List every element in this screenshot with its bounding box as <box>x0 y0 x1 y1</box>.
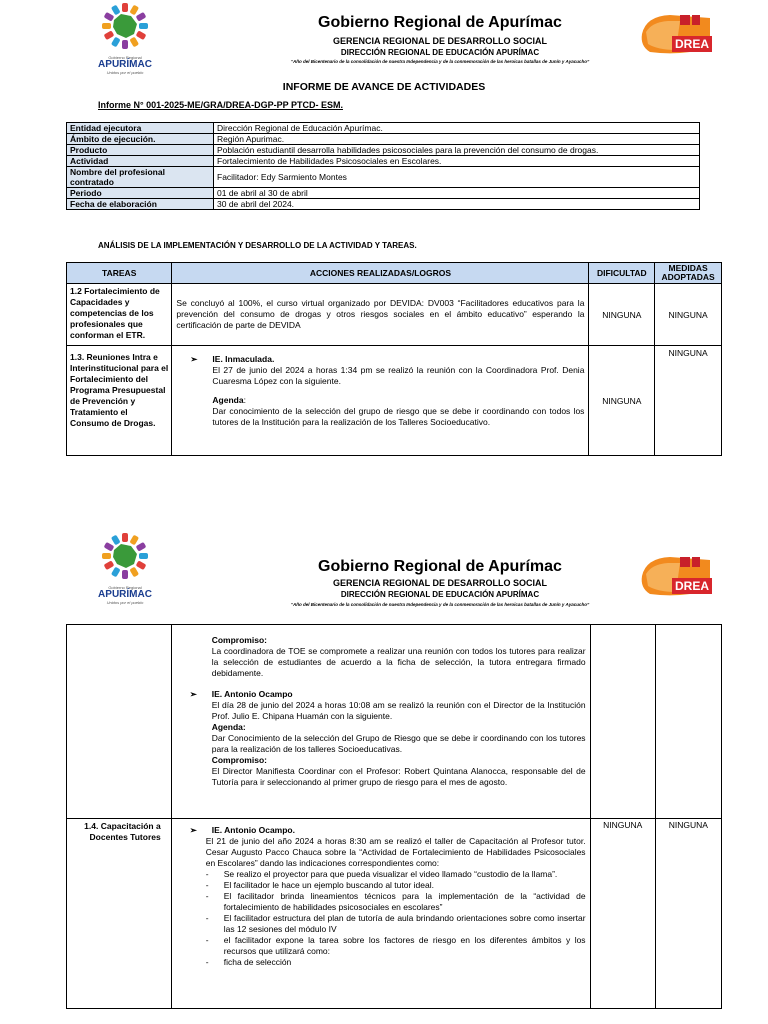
col-dificultad: DIFICULTAD <box>589 263 655 284</box>
row1-medidas: NINGUNA <box>655 284 722 346</box>
info-row <box>67 188 700 199</box>
drea-logo <box>640 554 714 600</box>
header-title: Gobierno Regional de Apurímac <box>318 14 562 31</box>
list-item <box>176 869 586 880</box>
row3-dificultad: NINGUNA <box>590 819 655 1009</box>
info-label: Nombre del profesional contratado <box>67 167 214 188</box>
header-line4: “Año del Bicentenario de la consolidación de nuestra Independencia y de la conmemoración de las heroicas batallas de Junín y Ayacucho” <box>290 602 590 607</box>
dash-bullet-icon: - <box>205 891 209 901</box>
row2-accion-part1 <box>172 346 589 456</box>
col-acciones: ACCIONES REALIZADAS/LOGROS <box>172 263 589 284</box>
page-gap <box>0 470 768 530</box>
dash-bullet-icon: - <box>205 880 209 890</box>
list-item-text: ficha de selección <box>223 957 292 967</box>
row1-accion: Se concluyó al 100%, el curso virtual organizado por DEVIDA: DV003 “Facilitadores educativos para la prevención del consumo de drogas y otros riesgos sociales en el ámbito educativo” esperando la certificación de parte de DEVIDA <box>172 284 589 346</box>
row2-compromiso-label: Compromiso: <box>211 635 267 645</box>
header-title: Gobierno Regional de Apurímac <box>318 558 562 575</box>
row1-tarea: 1.2 Fortalecimiento de Capacidades y competencias de los profesionales que conforman el ETR. <box>67 284 172 346</box>
activities-table-continued <box>66 624 722 1009</box>
header-line2: GERENCIA REGIONAL DE DESARROLLO SOCIAL <box>332 578 547 588</box>
dash-bullet-icon: - <box>205 913 209 923</box>
dash-bullet-icon: - <box>205 957 209 967</box>
row2-compromiso-label2: Compromiso: <box>211 755 267 765</box>
row2-agenda-label: Agenda <box>212 395 244 405</box>
row2-ie1-text: El 27 de junio del 2024 a horas 1:34 pm se realizó la reunión con la Coordinadora Prof. Denia Cuaresma López con la siguiente. <box>212 365 585 386</box>
row3-accion <box>171 819 590 1009</box>
col-medidas: MEDIDAS ADOPTADAS <box>655 263 722 284</box>
info-label: Ámbito de ejecución. <box>67 134 214 145</box>
info-row <box>67 199 700 210</box>
document-page-2 <box>0 530 768 1024</box>
sun-map-logo-icon <box>86 2 164 50</box>
report-title: INFORME DE AVANCE DE ACTIVIDADES <box>282 81 486 93</box>
header-line2: GERENCIA REGIONAL DE DESARROLLO SOCIAL <box>332 36 547 46</box>
document-page-1 <box>0 0 768 470</box>
row2-ie1: IE. Inmaculada. <box>212 354 275 364</box>
info-row <box>67 123 700 134</box>
row2-ie1-compromiso: La coordinadora de TOE se compromete a realizar una reunión con todos los tutores para realizar la selección de estudiantes de acuerdo a la ficha de selección, la tutora entregara firmado debidamente. <box>211 646 586 678</box>
list-item <box>176 891 586 913</box>
row2-tarea-continued <box>67 625 172 819</box>
arrow-bullet-icon: ➢ <box>189 689 197 699</box>
section-title: ANÁLISIS DE LA IMPLEMENTACIÓN Y DESARROLLO DE LA ACTIVIDAD Y TAREAS. <box>98 241 417 250</box>
gobierno-regional-logo <box>86 2 164 75</box>
list-item <box>176 913 586 935</box>
info-row <box>67 134 700 145</box>
info-row <box>67 167 700 188</box>
info-value: Dirección Regional de Educación Apurímac. <box>214 123 700 134</box>
table-row <box>67 819 722 1009</box>
logo-motto: Unidos por el pueblo <box>106 600 144 605</box>
row2-tarea: 1.3. Reuniones Intra e Interinstitucional para el Fortalecimiento del Programa Presupuestal de Prevención y Tratamiento el Consumo de Drogas. <box>67 346 172 456</box>
list-item-text: El facilitador brinda lineamientos técnicos para la implementación de la “actividad de fortalecimiento de habilidades psicosociales en escolares” <box>223 891 586 912</box>
dash-bullet-icon: - <box>205 935 209 945</box>
list-item <box>176 957 586 968</box>
row2-ie1-agenda: Dar conocimiento de la selección del grupo de riesgo que se debe ir coordinando con todos los tutores de la Institución para la realización de los Talleres Socioeducativo. <box>212 406 585 427</box>
row2-ie2-compromiso: El Director Manifiesta Coordinar con el Profesor: Robert Quintana Alanocca, responsable del de Tutoría para ir seleccionando al primer grupo de riesgo para el mes de agosto. <box>211 766 586 787</box>
row3-text: El 21 de junio del año 2024 a horas 8:30 am se realizó el taller de Capacitación al Profesor tutor. Cesar Augusto Pacco Chauca sobre la “Actividad de Fortalecimiento de Habilidades Psicosociales en Escolares” dando las indicaciones correspondientes como: <box>205 836 586 868</box>
info-value: Población estudiantil desarrolla habilidades psicosociales para la prevención del consumo de drogas. <box>214 145 700 156</box>
header-line4: “Año del Bicentenario de la consolidación de nuestra Independencia y de la conmemoración de las heroicas batallas de Junín y Ayacucho” <box>290 59 590 64</box>
info-table <box>66 122 700 210</box>
logo-org-name: APURÍMAC <box>98 59 152 70</box>
row2-agenda-label2: Agenda: <box>211 722 246 732</box>
info-label: Actividad <box>67 156 214 167</box>
logo-org-small: Gobierno Regional <box>108 585 142 590</box>
info-value: 01 de abril al 30 de abril <box>214 188 700 199</box>
info-label: Producto <box>67 145 214 156</box>
arrow-bullet-icon: ➢ <box>190 354 198 364</box>
list-item-text: El facilitador le hace un ejemplo buscando al tutor ideal. <box>223 880 434 890</box>
list-item-text: el facilitador expone la tarea sobre los factores de riesgo en los diferentes ámbitos y los recursos que utilizará como: <box>223 935 586 956</box>
drea-logo-text: DREA <box>672 578 712 594</box>
dash-bullet-icon: - <box>205 869 209 879</box>
info-label: Fecha de elaboración <box>67 199 214 210</box>
info-value: Región Apurimac. <box>214 134 700 145</box>
activities-table <box>66 262 722 456</box>
list-item-text: El facilitador estructura del plan de tutoría de aula brindando orientaciones sobre como insertar las 12 sesiones del módulo IV <box>223 913 586 934</box>
row2-accion-part2 <box>171 625 590 819</box>
arrow-bullet-icon: ➢ <box>189 825 197 835</box>
row2-ie2: IE. Antonio Ocampo <box>211 689 293 699</box>
drea-logo-text: DREA <box>672 36 712 52</box>
row2-dificultad-continued <box>590 625 655 819</box>
list-item <box>176 935 586 957</box>
header-line3: DIRECCIÓN REGIONAL DE EDUCACIÓN APURÍMAC <box>340 48 540 57</box>
table-row <box>67 625 722 819</box>
row2-dificultad: NINGUNA <box>589 346 655 456</box>
row1-dificultad: NINGUNA <box>589 284 655 346</box>
table-row <box>67 284 722 346</box>
row3-ie: IE. Antonio Ocampo. <box>211 825 295 835</box>
info-label: Entidad ejecutora <box>67 123 214 134</box>
header-line3: DIRECCIÓN REGIONAL DE EDUCACIÓN APURÍMAC <box>340 590 540 599</box>
list-item <box>176 880 586 891</box>
row2-ie2-agenda: Dar Conocimiento de la selección del Grupo de Riesgo que se debe ir coordinando con los tutores para la realización de los talleres Socioeducativas. <box>211 733 586 754</box>
info-row <box>67 145 700 156</box>
logo-org-small: Gobierno Regional <box>108 55 142 60</box>
row2-medidas-continued <box>655 625 721 819</box>
info-value: Fortalecimiento de Habilidades Psicosociales en Escolares. <box>214 156 700 167</box>
info-value: 30 de abril del 2024. <box>214 199 700 210</box>
row3-tarea: 1.4. Capacitación a Docentes Tutores <box>67 819 172 1009</box>
table-row <box>67 346 722 456</box>
info-row <box>67 156 700 167</box>
info-value: Facilitador: Edy Sarmiento Montes <box>214 167 700 188</box>
gobierno-regional-logo <box>86 532 164 605</box>
report-number: Informe N° 001-2025-ME/GRA/DREA-DGP-PP PTCD- ESM. <box>98 100 343 110</box>
row3-items-list <box>176 869 586 968</box>
drea-logo <box>640 12 714 58</box>
logo-motto: Unidos por el pueblo <box>106 70 144 75</box>
sun-map-logo-icon <box>86 532 164 580</box>
list-item-text: Se realizo el proyector para que pueda visualizar el video llamado “custodio de la llama”. <box>223 869 558 879</box>
row3-medidas: NINGUNA <box>655 819 721 1009</box>
row2-medidas: NINGUNA <box>655 346 722 456</box>
logo-org-name: APURÍMAC <box>98 589 152 600</box>
row2-agenda-wrap: Agenda: <box>212 395 246 405</box>
col-tareas: TAREAS <box>67 263 172 284</box>
row2-ie2-text: El día 28 de junio del 2024 a horas 10:08 am se realizó la reunión con el Director de la Institución Prof. Julio E. Chipana Huamán con la siguiente. <box>211 700 586 721</box>
info-label: Periodo <box>67 188 214 199</box>
